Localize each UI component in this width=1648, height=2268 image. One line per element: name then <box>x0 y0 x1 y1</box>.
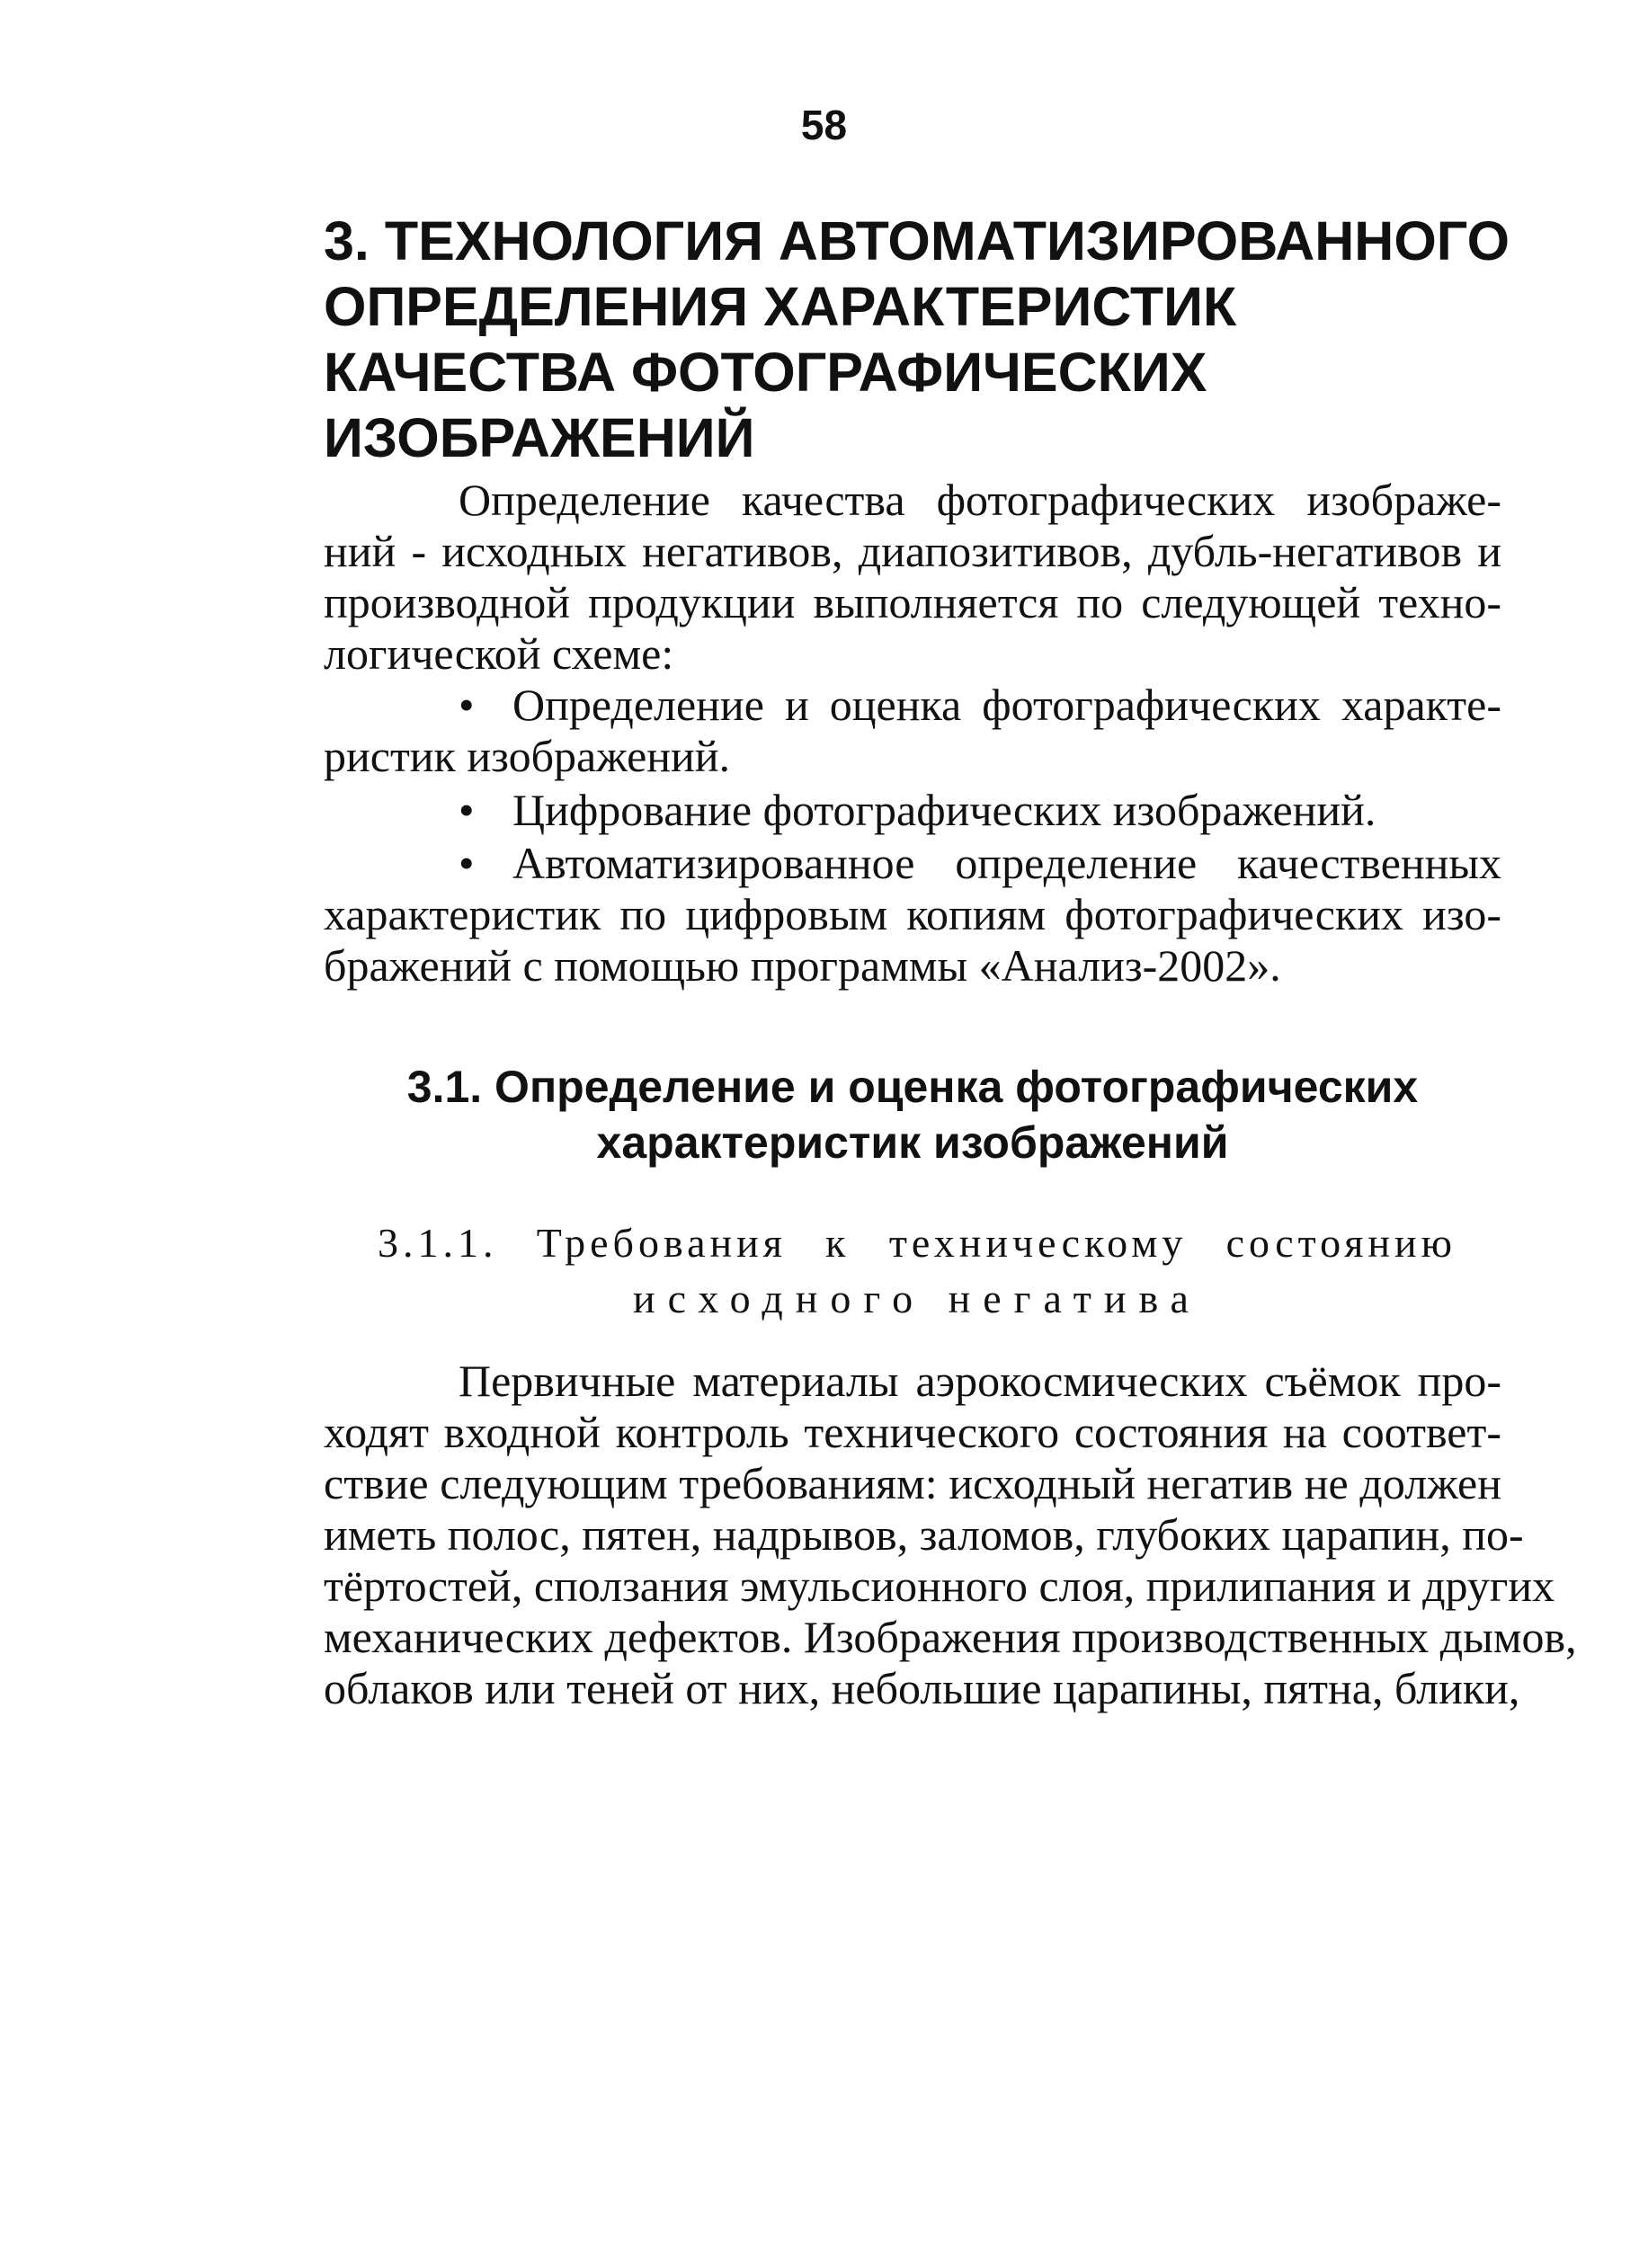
bullet-icon: • <box>459 680 475 730</box>
chapter-title <box>324 209 1510 471</box>
page-number: 58 <box>800 102 848 148</box>
subsection-title <box>378 1215 1456 1327</box>
paragraph-line: логической схеме: <box>324 628 674 679</box>
bullet-item-1 <box>324 680 1501 782</box>
section-title-line: 3.1. Определение и оценка фотографических <box>406 1062 1419 1112</box>
bullet-text: Автоматизированное определение качественных <box>512 838 1501 888</box>
paragraph-line: иметь полос, пятен, надрывов, заломов, глубоких царапин, по- <box>324 1509 1524 1560</box>
paragraph-line: Первичные материалы аэрокосмических съёмок про- <box>459 1356 1501 1406</box>
paragraph-line: Определение качества фотографических изображе- <box>459 475 1501 525</box>
bullet-item-3 <box>324 838 1501 992</box>
bullet-line <box>324 838 1501 889</box>
bullet-line: ристик изображений. <box>324 731 731 781</box>
intro-paragraph <box>324 475 1501 680</box>
paragraph-line: производной продукции выполняется по следующей техно- <box>324 577 1501 627</box>
paragraph-line: облаков или теней от них, небольшие царапины, пятна, блики, <box>324 1663 1520 1713</box>
paragraph-line: механических дефектов. Изображения производственных дымов, <box>324 1612 1577 1662</box>
bullet-line <box>324 680 1501 731</box>
paragraph-line: тёртостей, сползания эмульсионного слоя, прилипания и других <box>324 1561 1555 1611</box>
paragraph-line: ствие следующим требованиям: исходный негатив не должен <box>324 1458 1501 1508</box>
chapter-title-line: КАЧЕСТВА ФОТОГРАФИЧЕСКИХ <box>324 342 1207 403</box>
paragraph-line: ходят входной контроль технического состояния на соответ- <box>324 1407 1501 1457</box>
bullet-text: Цифрование фотографических изображений. <box>512 785 1376 835</box>
bullet-icon: • <box>459 785 475 835</box>
bullet-text: Определение и оценка фотографических характе- <box>512 680 1501 730</box>
bullet-line: характеристик по цифровым копиям фотографических изо- <box>324 889 1501 939</box>
paragraph-line: ний - исходных негативов, диапозитивов, дубль-негативов и <box>324 526 1501 576</box>
section-title <box>324 1059 1501 1170</box>
subsection-title-line: исходного негатива <box>633 1276 1201 1321</box>
chapter-title-line: ИЗОБРАЖЕНИЙ <box>324 407 755 468</box>
bullet-icon: • <box>459 838 475 888</box>
chapter-title-line: 3. ТЕХНОЛОГИЯ АВТОМАТИЗИРОВАННОГО <box>324 210 1510 271</box>
bullet-item-2 <box>324 785 1501 836</box>
chapter-title-line: ОПРЕДЕЛЕНИЯ ХАРАКТЕРИСТИК <box>324 276 1237 337</box>
section-title-line: характеристик изображений <box>596 1117 1229 1168</box>
requirements-paragraph <box>324 1356 1577 1714</box>
subsection-title-line: 3.1.1. Требования к техническому состоянию <box>378 1220 1456 1266</box>
bullet-line: бражений с помощью программы «Анализ-2002». <box>324 940 1281 991</box>
bullet-line <box>324 785 1501 836</box>
